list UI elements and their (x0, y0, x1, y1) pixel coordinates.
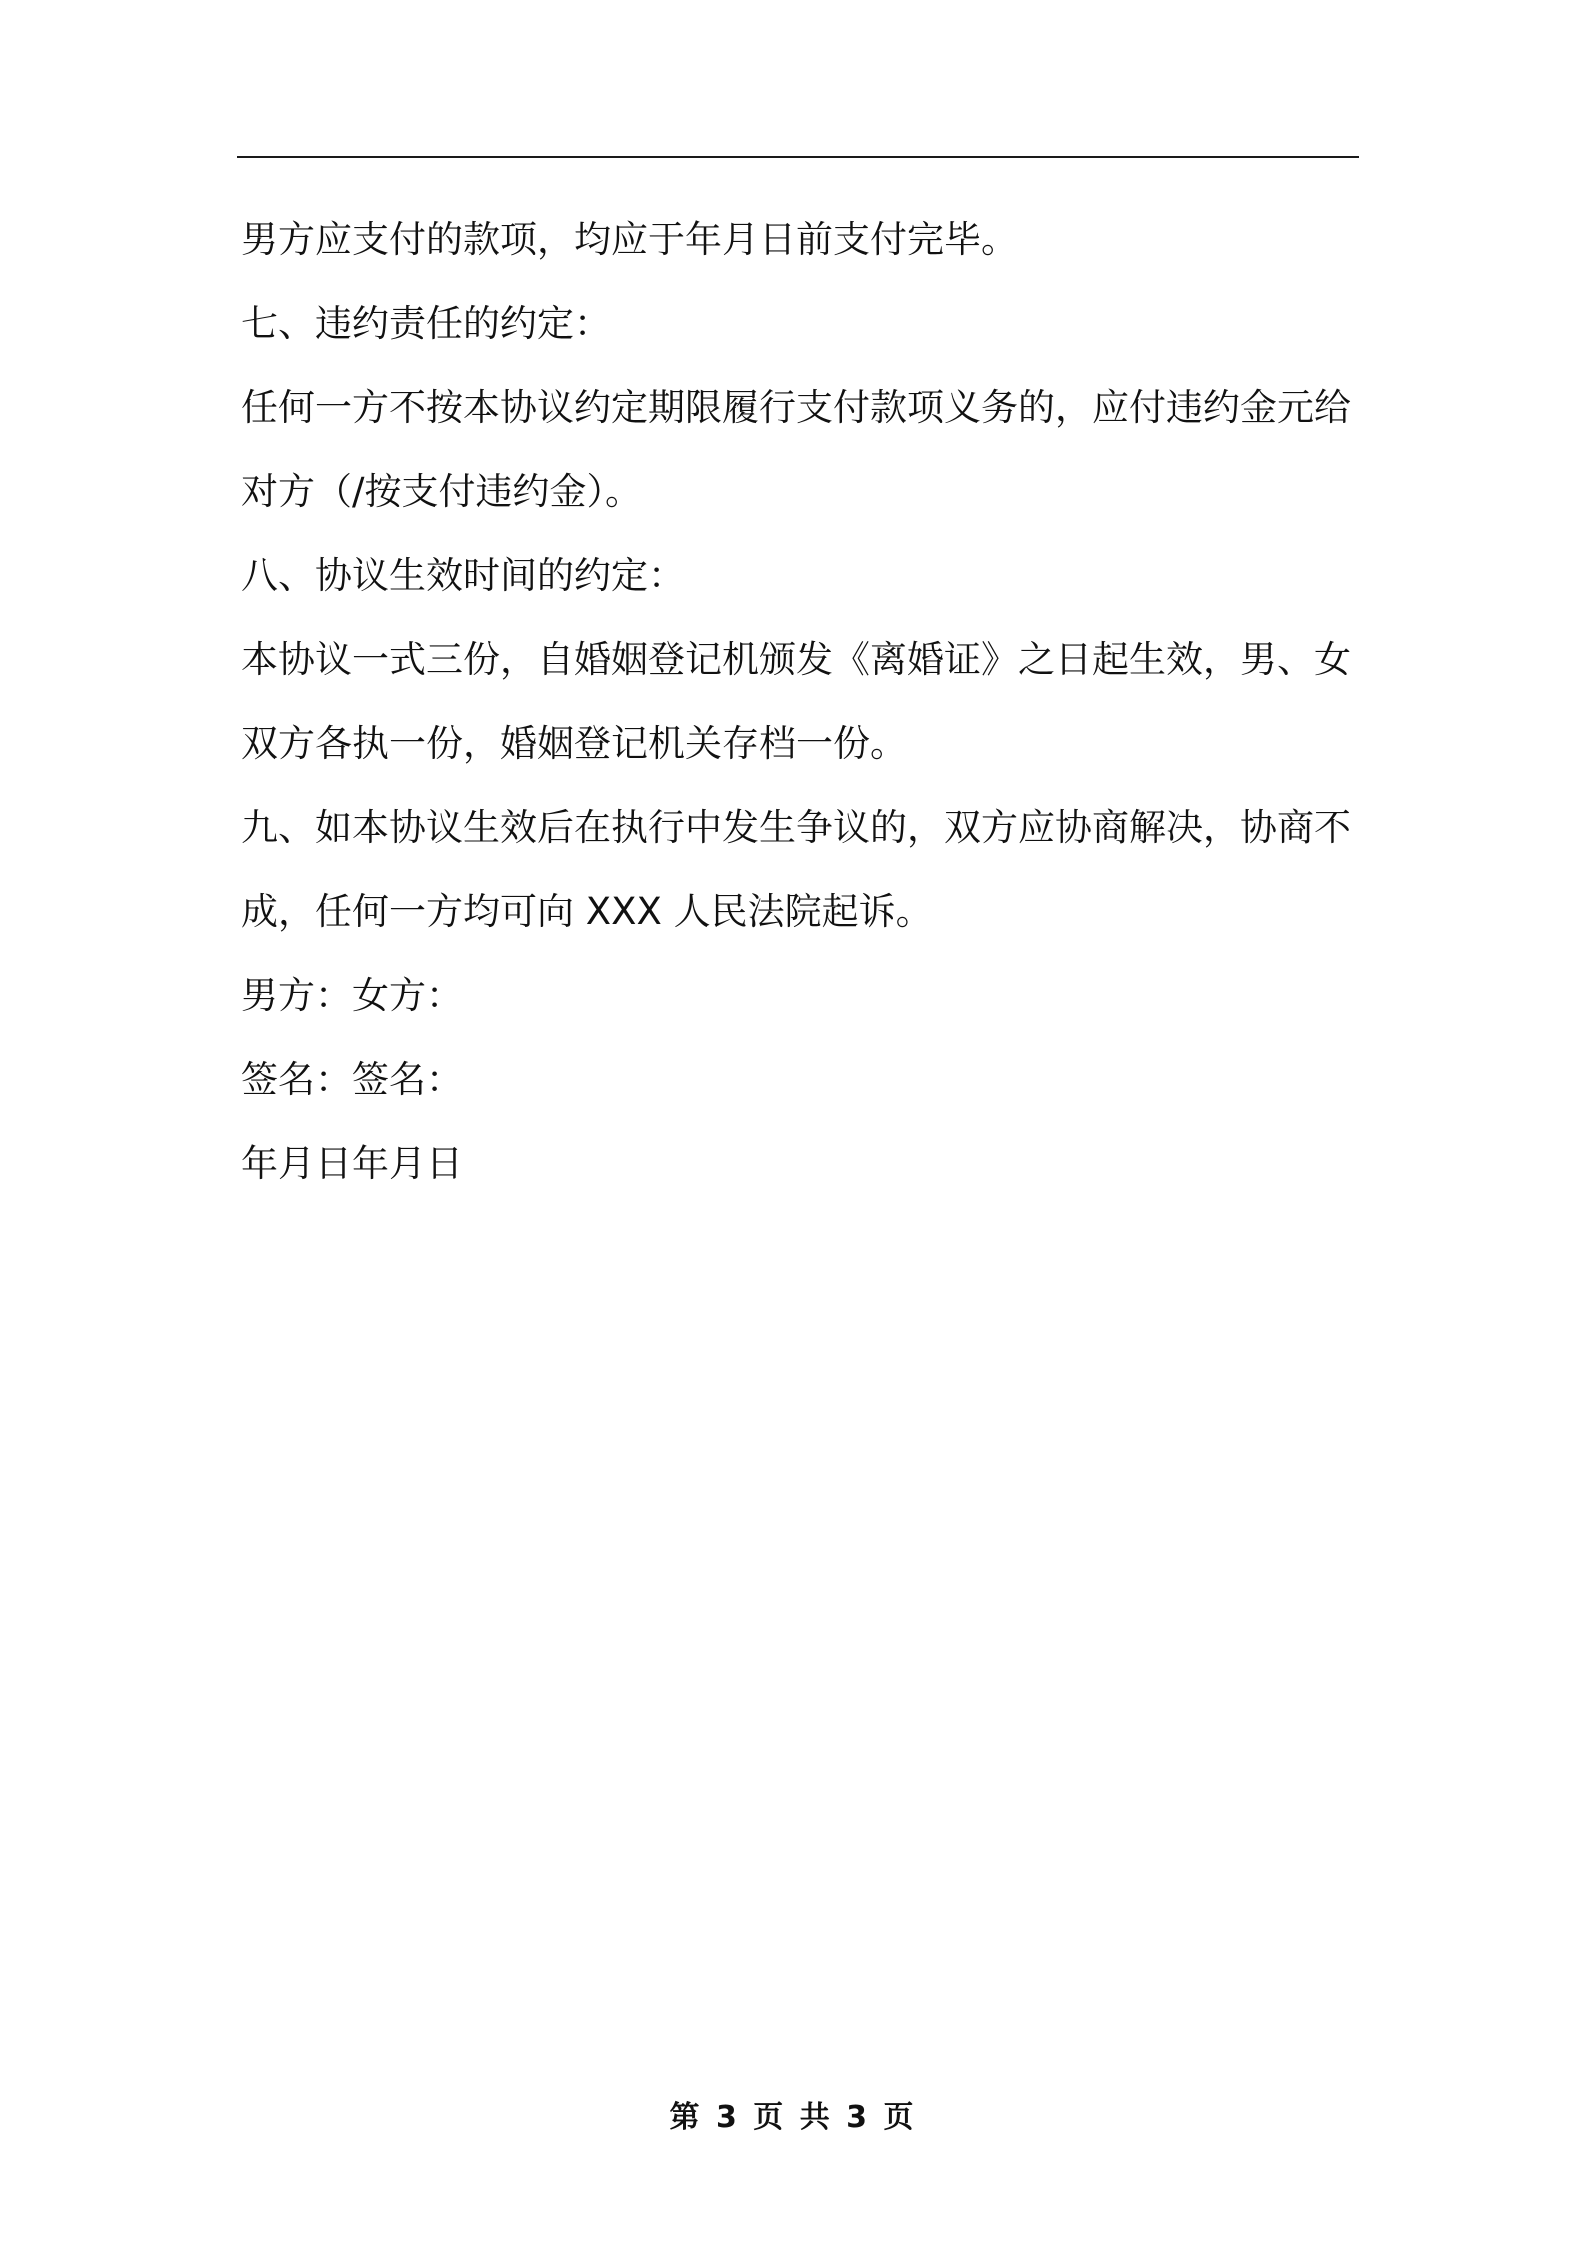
section-heading: 七、违约责任的约定： (241, 302, 611, 345)
body-line: 成，任何一方均可向 XXX 人民法院起诉。 (241, 890, 933, 933)
document-body (241, 198, 1361, 1206)
signature-dates: 年月日年月日 (241, 1142, 463, 1185)
signature-names: 签名：签名： (241, 1058, 463, 1101)
section-heading: 八、协议生效时间的约定： (241, 554, 685, 597)
page-number-footer: 第 3 页 共 3 页 (669, 2100, 917, 2135)
header-divider (237, 156, 1359, 158)
body-line: 男方应支付的款项，均应于年月日前支付完毕。 (241, 218, 1018, 261)
signature-parties: 男方：女方： (241, 974, 463, 1017)
section-heading: 九、如本协议生效后在执行中发生争议的，双方应协商解决，协商不 (241, 806, 1351, 849)
body-line: 任何一方不按本协议约定期限履行支付款项义务的，应付违约金元给 (241, 386, 1351, 429)
body-line: 本协议一式三份，自婚姻登记机颁发《离婚证》之日起生效，男、女 (241, 638, 1351, 681)
body-line: 双方各执一份，婚姻登记机关存档一份。 (241, 722, 907, 765)
body-line: 对方（/按支付违约金）。 (241, 470, 642, 513)
